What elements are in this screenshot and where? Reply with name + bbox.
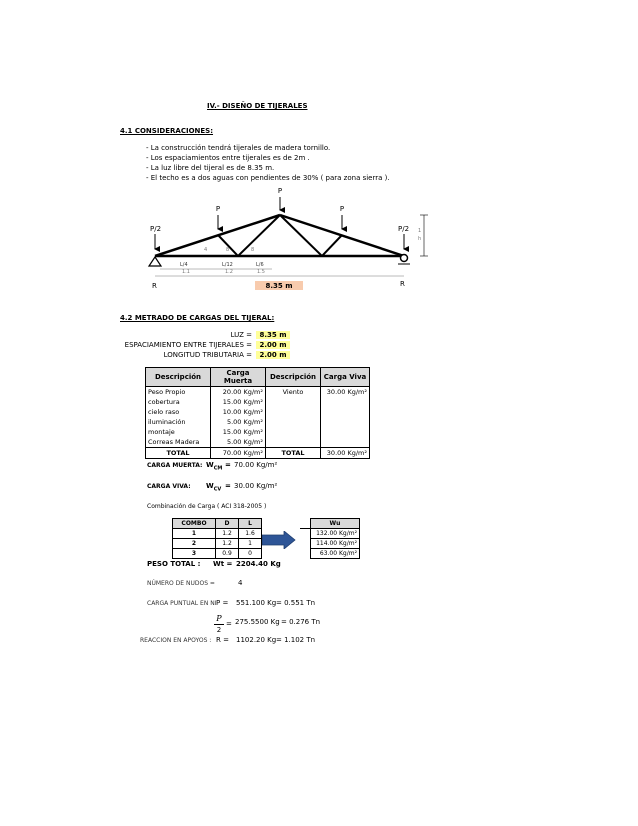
carga-puntual-label: CARGA PUNTUAL EN NI bbox=[147, 600, 217, 607]
reaccion-symbol: R = bbox=[216, 636, 229, 644]
table-row: Peso Propio 20.00 Kg/m² Viento 30.00 Kg/m² bbox=[146, 387, 370, 398]
dim-1-val: 1.1 bbox=[182, 269, 190, 275]
header-desc-cm: Descripción bbox=[146, 368, 211, 387]
peso-total-label: PESO TOTAL : bbox=[147, 560, 201, 568]
height-dim-label: h bbox=[418, 236, 422, 242]
half-load-kg: 275.5500 Kg bbox=[235, 618, 280, 626]
dim-1: L/4 bbox=[180, 262, 188, 268]
header-carga-muerta: Carga Muerta bbox=[211, 368, 266, 387]
carga-puntual-symbol: P = bbox=[216, 599, 229, 607]
combinacion-label: Combinación de Carga ( ACI 318-2005 ) bbox=[147, 503, 267, 510]
luz-label: LUZ = bbox=[230, 331, 252, 339]
header-carga-viva: Carga Viva bbox=[321, 368, 370, 387]
carga-muerta-symbol: $W_{CM}$ bbox=[206, 461, 223, 472]
carga-viva-symbol: $W_{CV}$ bbox=[206, 482, 222, 493]
fraction-bar bbox=[214, 624, 224, 625]
half-load-tn: = 0.276 Tn bbox=[281, 618, 321, 626]
combo-table: COMBO D L 1 1.2 1.6 2 1.2 1 3 0.9 0 bbox=[172, 518, 262, 559]
bullet-2: - Los espaciamientos entre tijerales es de 2m . bbox=[146, 154, 310, 162]
section-title: IV.- DISEÑO DE TIJERALES bbox=[207, 102, 308, 110]
header-desc-cv: Descripción bbox=[266, 368, 321, 387]
table-row: 1 1.2 1.6 bbox=[173, 529, 262, 539]
span-label: 8.35 m bbox=[265, 282, 293, 290]
loads-table bbox=[145, 367, 370, 459]
carga-viva-label: CARGA VIVA: bbox=[147, 483, 191, 490]
dim-3: L/6 bbox=[256, 262, 264, 268]
reaccion-label: REACCION EN APOYOS : bbox=[140, 637, 212, 644]
carga-viva-value: 30.00 Kg/m² bbox=[234, 482, 278, 490]
esp-value: 2.00 m bbox=[256, 341, 290, 349]
table-row: 132.00 Kg/m² bbox=[300, 529, 360, 539]
nudos-label: NÚMERO DE NUDOS = bbox=[147, 580, 215, 587]
wu-table: Wu 132.00 Kg/m² 114.00 Kg/m² 63.00 Kg/m² bbox=[300, 518, 360, 559]
nudos-value: 4 bbox=[238, 579, 243, 587]
long-label: LONGITUD TRIBUTARIA = bbox=[163, 351, 252, 359]
half-load-right: P/2 bbox=[398, 225, 410, 233]
total-row: TOTAL 70.00 Kg/m² TOTAL 30.00 Kg/m² bbox=[146, 448, 370, 459]
pin-support-icon bbox=[149, 257, 161, 266]
esp-label: ESPACIAMIENTO ENTRE TIJERALES = bbox=[124, 341, 252, 349]
half-load-left: P/2 bbox=[150, 225, 162, 233]
dim-3-val: 1.5 bbox=[257, 269, 265, 275]
dim-2: L/12 bbox=[222, 262, 233, 268]
fraction-denominator: 2 bbox=[216, 626, 222, 634]
table-row: 114.00 Kg/m² bbox=[300, 539, 360, 549]
long-value: 2.00 m bbox=[256, 351, 290, 359]
small-label-3: 8 bbox=[251, 247, 255, 253]
heading-metrado: 4.2 METRADO DE CARGAS DEL TIJERAL: bbox=[120, 314, 275, 322]
dim-2-val: 1.2 bbox=[225, 269, 233, 275]
small-label-1: 4 bbox=[204, 247, 208, 253]
table-row: cielo raso 10.00 Kg/m² bbox=[146, 407, 370, 417]
table-row: cobertura 15.00 Kg/m² bbox=[146, 397, 370, 407]
carga-muerta-value: 70.00 Kg/m² bbox=[234, 461, 278, 469]
heading-consideraciones: 4.1 CONSIDERACIONES: bbox=[120, 127, 214, 135]
bullet-4: - El techo es a dos aguas con pendientes de 30% ( para zona sierra ). bbox=[146, 174, 390, 182]
roller-support-icon bbox=[401, 255, 408, 262]
right-arrow-icon bbox=[262, 531, 296, 549]
load-label-right: P bbox=[339, 205, 345, 213]
load-label-top: P bbox=[277, 187, 283, 195]
carga-puntual-kg: 551.100 Kg bbox=[236, 599, 277, 607]
load-label-left: P bbox=[215, 205, 221, 213]
reaccion-kg: 1102.20 Kg bbox=[236, 636, 277, 644]
table-row: montaje 15.00 Kg/m² bbox=[146, 427, 370, 437]
truss-diagram bbox=[0, 0, 638, 300]
table-row: 2 1.2 1 bbox=[173, 539, 262, 549]
bullet-1: - La construcción tendrá tijerales de madera tornillo. bbox=[146, 144, 331, 152]
fraction-numerator: P bbox=[216, 614, 222, 623]
table-row: 63.00 Kg/m² bbox=[300, 549, 360, 559]
web-member bbox=[322, 235, 342, 256]
small-label-2: 8 bbox=[226, 247, 230, 253]
carga-muerta-label: CARGA MUERTA: bbox=[147, 462, 203, 469]
table-row: Correas Madera 5.00 Kg/m² bbox=[146, 437, 370, 448]
reaction-left-label: R bbox=[152, 282, 157, 290]
reaccion-tn: = 1.102 Tn bbox=[276, 636, 316, 644]
reaction-right-label: R bbox=[400, 280, 405, 288]
peso-total-symbol: Wt = bbox=[213, 560, 233, 568]
table-row: 3 0.9 0 bbox=[173, 549, 262, 559]
carga-puntual-tn: = 0.551 Tn bbox=[276, 599, 316, 607]
peso-total-value: 2204.40 Kg bbox=[236, 560, 281, 568]
height-dim-val: 1 bbox=[418, 228, 422, 234]
luz-value: 8.35 m bbox=[256, 331, 290, 339]
table-row: iluminación 5.00 Kg/m² bbox=[146, 417, 370, 427]
bullet-3: - La luz libre del tijeral es de 8.35 m. bbox=[146, 164, 275, 172]
